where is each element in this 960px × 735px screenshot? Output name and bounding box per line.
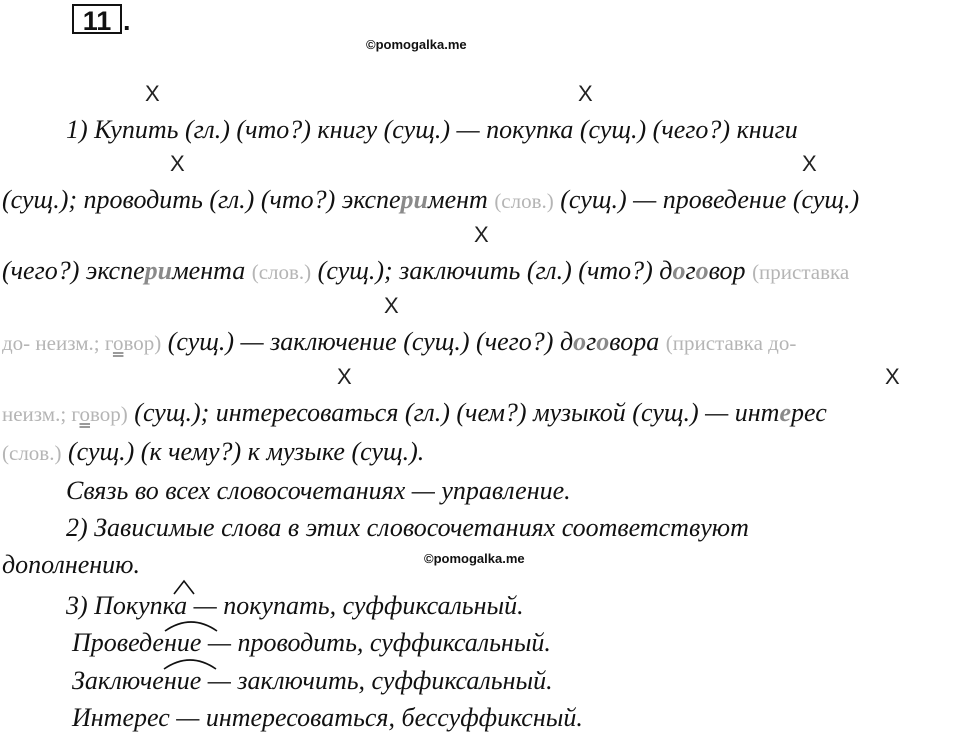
text-fragment: (сущ.); заключить (гл.) (что?) д — [311, 256, 673, 285]
text-fragment: вор — [708, 256, 753, 285]
grey-note: (слов.) — [494, 189, 554, 213]
text-line-13: Интерес — интересоваться, бессуффиксный. — [72, 703, 583, 732]
highlighted-letter: о — [695, 256, 709, 285]
grey-note: до- неизм.; г — [2, 331, 113, 355]
text-line-11 — [72, 628, 551, 658]
x-mark: X — [885, 364, 900, 389]
watermark-top: ©pomogalka.me — [366, 37, 467, 52]
suffix-letters: ни — [163, 666, 190, 695]
suffix-mark-icon — [162, 655, 218, 671]
text-fragment: е — проводить, суффиксальный. — [189, 628, 551, 657]
text-line-10 — [66, 591, 524, 621]
text-fragment: г — [586, 327, 597, 356]
task-number: 11 — [72, 4, 122, 34]
text-fragment: Заключе — [72, 666, 164, 695]
highlighted-letter: о — [672, 256, 686, 285]
grey-note: (слов.) — [251, 260, 312, 284]
text-line-1: 1) Купить (гл.) (что?) книгу (сущ.) — покупка (сущ.) (чего?) книги — [66, 115, 798, 144]
text-fragment: (сущ.) — заключение (сущ.) (чего?) д — [161, 327, 574, 356]
suffix-letters: пк — [149, 591, 175, 620]
text-fragment: рес — [791, 398, 827, 427]
text-fragment: а — покупать, суффиксальный. — [174, 591, 524, 620]
task-number-dot: . — [123, 6, 131, 36]
text-fragment: е — заключить, суффиксальный. — [189, 666, 553, 695]
x-mark: X — [145, 81, 160, 106]
highlighted-letter: р — [400, 185, 414, 214]
text-line-8: 2) Зависимые слова в этих словосочетаниях соответствуют — [66, 513, 749, 542]
text-line-5 — [2, 398, 827, 429]
text-line-9: дополнению. — [2, 550, 141, 579]
text-fragment: мента — [172, 256, 252, 285]
x-mark: X — [337, 364, 352, 389]
grey-note-underlined: о — [112, 331, 124, 355]
highlighted-letter: е — [779, 398, 791, 427]
text-line-7: Связь во всех словосочетаниях — управление. — [66, 476, 571, 505]
text-line-12 — [72, 666, 553, 696]
grey-note-underlined: о — [79, 402, 91, 426]
text-fragment: (чего?) экспе — [2, 256, 145, 285]
text-line-2 — [2, 185, 859, 216]
grey-note: (приставка — [752, 260, 850, 284]
grey-note: вор) — [90, 402, 128, 426]
suffix-mark-icon — [163, 617, 219, 633]
text-fragment: (сущ.) — проведение (сущ.) — [553, 185, 860, 214]
text-fragment: (сущ.); интересоваться (гл.) (чем?) музыкой (сущ.) — инт — [127, 398, 780, 427]
text-line-4 — [2, 327, 796, 358]
text-fragment: мент — [428, 185, 495, 214]
highlighted-letter: р — [144, 256, 158, 285]
text-line-6 — [2, 437, 424, 468]
text-fragment: Проведе — [72, 628, 164, 657]
x-mark: X — [170, 151, 185, 176]
watermark-bottom: ©pomogalka.me — [424, 551, 525, 566]
text-fragment: (сущ.) (к чему?) к музыке (сущ.). — [61, 437, 425, 466]
x-mark: X — [474, 222, 489, 247]
highlighted-letter: о — [573, 327, 587, 356]
text-fragment: вора — [609, 327, 666, 356]
grey-note: неизм.; г — [2, 402, 80, 426]
text-fragment: 3) Поку — [66, 591, 150, 620]
grey-note: (слов.) — [2, 441, 62, 465]
grey-note: вор) — [123, 331, 162, 355]
x-mark: X — [578, 81, 593, 106]
grey-note: (приставка до- — [665, 331, 797, 355]
highlighted-letter: и — [413, 185, 428, 214]
suffix-letters: ни — [163, 628, 190, 657]
suffix-mark-icon — [172, 578, 196, 596]
x-mark: X — [802, 151, 817, 176]
text-line-3 — [2, 256, 849, 287]
highlighted-letter: о — [596, 327, 610, 356]
x-mark: X — [384, 293, 399, 318]
text-fragment: г — [685, 256, 696, 285]
highlighted-letter: и — [157, 256, 173, 285]
text-fragment: (сущ.); проводить (гл.) (что?) экспе — [2, 185, 401, 214]
